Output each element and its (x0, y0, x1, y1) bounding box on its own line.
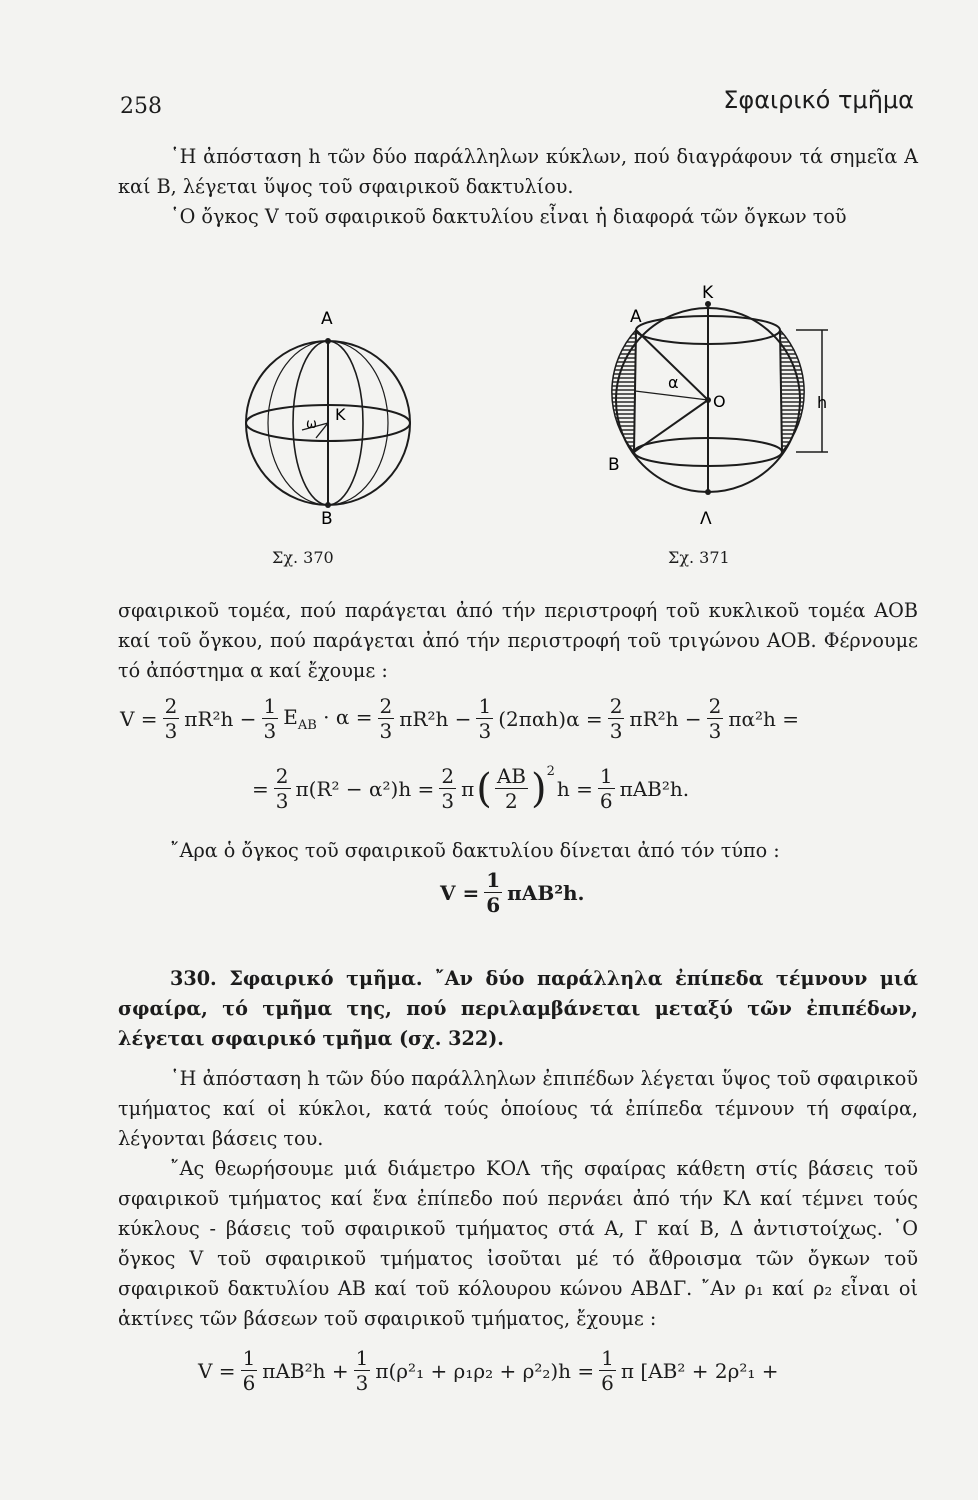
paragraph-volume-intro: ῾Ο ὄγκος V τοῦ σφαιρικοῦ δακτυλίου εἶναι ἡ διαφορά τῶν ὄγκων τοῦ (170, 205, 847, 228)
equation-2: = $\frac{2}{3}$ π(R² − α²)h = $\frac{2}{3}$ π ( $\frac{AB}{2}$ ) $^2$ h = $\frac{1}{6}$ πAB²h. (252, 764, 690, 813)
figure-371-caption: Σχ. 371 (668, 548, 730, 567)
point-o (705, 397, 711, 403)
label-omega: ω (306, 417, 317, 432)
label-a: Α (630, 307, 642, 327)
label-k: Κ (702, 283, 714, 303)
paragraph-segment-volume: ῎Ας θεωρήσουμε μιά διάμετρο ΚΟΛ τῆς σφαίρας κάθετη στίς βάσεις τοῦ σφαιρικοῦ τμήματος καί ἕνα ἐπίπεδο πού περνάει ἀπό τήν ΚΛ καί τέμνει τούς κύκλους - βάσεις τοῦ σφαιρικοῦ τμήματος στά Α, Γ καί Β, Δ ἀντιστοίχως. ῾Ο ὄγκος V τοῦ σφαιρικοῦ τμήματος ἰσοῦται μέ τό ἄθροισμα τῶν ὄγκων τοῦ σφαιρικοῦ δακτυλίου ΑΒ καί τοῦ κόλουρου κώνου ΑΒΔΓ. ῎Αν ρ₁ καί ρ₂ εἶναι οἱ ἀκτίνες τῶν βάσεων τοῦ σφαιρικοῦ τμήματος, ἔχουμε : (118, 1157, 918, 1330)
figure-370 (230, 298, 430, 528)
label-b: Β (321, 509, 333, 528)
point-a (325, 338, 331, 344)
apothem (635, 391, 708, 400)
hatched-segment-right (780, 330, 804, 452)
equation-4: V = $\frac{1}{6}$ πAB²h + $\frac{1}{3}$ π(ρ²₁ + ρ₁ρ₂ + ρ²₂)h = $\frac{1}{6}$ π [AB² + 2ρ²₁ + (198, 1346, 779, 1395)
hatched-segment-left (612, 330, 636, 452)
paragraph-height-definition: ῾Η ἀπόσταση h τῶν δύο παράλληλων κύκλων, πού διαγράφουν τά σημεῖα Α καί Β, λέγεται ὕψος τοῦ σφαιρικοῦ δακτυλίου. (118, 145, 918, 198)
label-h: h (817, 393, 828, 412)
label-b: Β (608, 455, 620, 475)
paragraph-segment-height: ῾Η ἀπόσταση h τῶν δύο παράλληλων ἐπιπέδων λέγεται ὕψος τοῦ σφαιρικοῦ τμήματος καί οἱ κύκλοι, κατά τούς ὁποίους τά ἐπίπεδα τέμνουν τή σφαίρα, λέγονται βάσεις του. (118, 1067, 918, 1150)
label-alpha: α (668, 373, 679, 392)
radius-ob (634, 400, 708, 452)
label-o: Ο (713, 392, 726, 411)
point-b (325, 502, 331, 508)
point-l (705, 489, 711, 495)
equation-1: V = $\frac{2}{3}$ πR²h − $\frac{1}{3}$ $E_{AB} \cdot \alpha$ = $\frac{2}{3}$ πR²h − $\frac{1}{3}$ (2παh)α = $\frac{2}{3}$ πR²h − $\frac{2}{3}$ πα²h = (120, 694, 800, 743)
label-l: Λ (700, 509, 712, 529)
section-330-heading: 330. Σφαιρικό τμῆμα. ῎Αν δύο παράλληλα ἐπίπεδα τέμνουν μιά σφαίρα, τό τμῆμα της, πού περιλαμβάνεται μεταξύ τῶν ἐπιπέδων, λέγεται σφαιρικό τμῆμα (σχ. 322). (118, 967, 918, 1050)
equation-3: V = $\frac{1}{6}$ πAB²h. (440, 868, 585, 917)
label-k: Κ (335, 405, 346, 424)
label-a: Α (321, 309, 333, 329)
page-number: 258 (120, 94, 162, 119)
running-title: Σφαιρικό τμῆμα (723, 86, 914, 114)
paragraph-sector: σφαιρικοῦ τομέα, πού παράγεται ἀπό τήν περιστροφή τοῦ κυκλικοῦ τομέα ΑΟΒ καί τοῦ ὄγκου, πού παράγεται ἀπό τήν περιστροφή τοῦ τριγώνου ΑΟΒ. Φέρνουμε τό ἀπόστημα α καί ἔχουμε : (118, 599, 918, 682)
paragraph-conclusion: ῎Αρα ὁ ὄγκος τοῦ σφαιρικοῦ δακτυλίου δίνεται ἀπό τόν τύπο : (170, 839, 780, 862)
figure-370-caption: Σχ. 370 (272, 548, 334, 567)
figure-371 (596, 280, 836, 540)
